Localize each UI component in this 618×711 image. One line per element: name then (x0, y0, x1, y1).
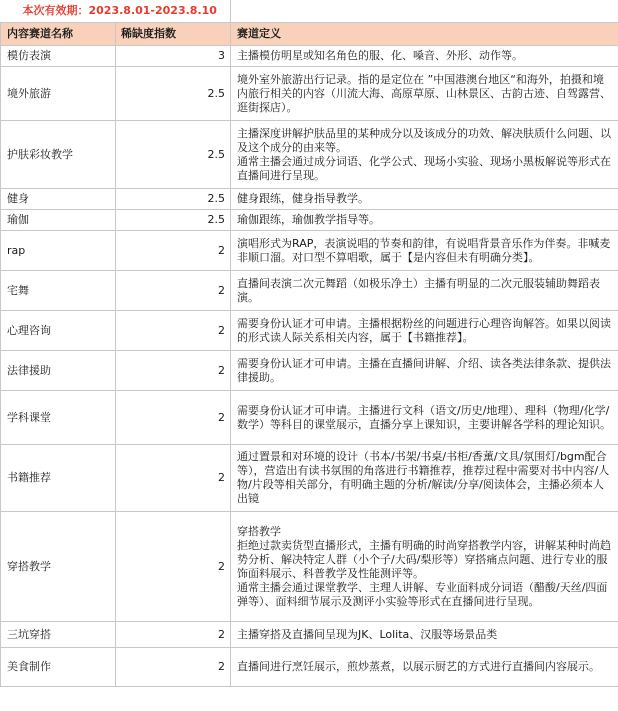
track-name-cell: 护肤彩妆教学 (1, 121, 116, 189)
table-row (1, 311, 618, 351)
track-definition-cell: 通过置景和对环境的设计（书本/书架/书桌/书柜/香薰/文具/氛围灯/bgm配合等），营造出有读书氛围的角落进行书籍推荐，推荐过程中需要对书中内容/人物/片段等相关部分，有明确主题的分析/解读/分享/阅读体会，主播必须本人出镜 (231, 445, 618, 512)
scarcity-index-cell: 2.5 (116, 121, 231, 189)
track-name-cell: 境外旅游 (1, 67, 116, 121)
table-row (1, 445, 618, 512)
track-definition-cell: 直播间表演二次元舞蹈（如极乐净土）主播有明显的二次元服装辅助舞蹈表演。 (231, 271, 618, 311)
track-definition-cell: 主播模仿明星或知名角色的服、化、嗓音、外形、动作等。 (231, 46, 618, 67)
table-row (1, 648, 618, 687)
scarcity-index-cell: 3 (116, 46, 231, 67)
track-name-cell: 心理咨询 (1, 311, 116, 351)
validity-text: 本次有效期：2023.8.01-2023.8.10 (1, 0, 231, 23)
track-name-cell: 宅舞 (1, 271, 116, 311)
table-row (1, 622, 618, 648)
scarcity-index-cell: 2 (116, 271, 231, 311)
table-row (1, 46, 618, 67)
scarcity-index-cell: 2 (116, 391, 231, 445)
scarcity-index-cell: 2 (116, 512, 231, 622)
track-name-cell: 三坑穿搭 (1, 622, 116, 648)
table-row (1, 391, 618, 445)
scarcity-index-cell: 2 (116, 231, 231, 271)
table-row (1, 351, 618, 391)
validity-row (1, 0, 618, 23)
track-definition-cell: 需要身份认证才可申请。主播根据粉丝的问题进行心理咨询解答。如果以阅读的形式读人际关系相关内容，属于【书籍推荐】。 (231, 311, 618, 351)
table-row (1, 189, 618, 210)
track-definition-cell: 需要身份认证才可申请。主播进行文科（语文/历史/地理）、理科（物理/化学/数学）等科目的课堂展示，直播分享上课知识，主要讲解各学科的理论知识。 (231, 391, 618, 445)
track-name-cell: 书籍推荐 (1, 445, 116, 512)
track-definition-cell: 穿搭教学 拒绝过款卖货型直播形式，主播有明确的时尚穿搭教学内容，讲解某种时尚趋势分析、解决特定人群（小个子/大码/梨形等）穿搭痛点问题、进行专业的服饰面料展示、科普教学及性能测评等。 通常主播会通过课堂教学、主理人讲解、专业面料成分词语（醋酸/天丝/四面弹等）、面料细节展示及测评小实验等形式在直播间进行呈现。 (231, 512, 618, 622)
table-row (1, 67, 618, 121)
header-track-name: 内容赛道名称 (1, 23, 116, 46)
scarcity-index-cell: 2.5 (116, 210, 231, 231)
scarcity-index-cell: 2 (116, 622, 231, 648)
track-definition-cell: 演唱形式为RAP，表演说唱的节奏和韵律，有说唱背景音乐作为伴奏。非喊麦非顺口溜。对口型不算唱歌，属于【是内容但未有明确分类】。 (231, 231, 618, 271)
track-definition-cell: 境外室外旅游出行记录。指的是定位在 ”中国港澳台地区“和海外，拍摄和境内旅行相关的内容（川流大海、高原草原、山林景区、古韵古迹、自驾露营、逛街探店）。 (231, 67, 618, 121)
scarcity-index-cell: 2.5 (116, 67, 231, 121)
scarcity-index-cell: 2 (116, 311, 231, 351)
track-definition-cell: 主播穿搭及直播间呈现为JK、Lolita、汉服等场景品类 (231, 622, 618, 648)
header-row (1, 23, 618, 46)
scarcity-index-cell: 2 (116, 351, 231, 391)
table-row (1, 512, 618, 622)
track-name-cell: 健身 (1, 189, 116, 210)
table-row (1, 121, 618, 189)
track-name-cell: 法律援助 (1, 351, 116, 391)
scarcity-index-cell: 2 (116, 445, 231, 512)
track-definition-cell: 主播深度讲解护肤品里的某种成分以及该成分的功效、解决肤质什么问题、以及这个成分的由来等。 通常主播会通过成分词语、化学公式、现场小实验、现场小黑板解说等形式在直播间进行呈现。 (231, 121, 618, 189)
track-name-cell: rap (1, 231, 116, 271)
track-definition-cell: 直播间进行烹饪展示，煎炒蒸煮，以展示厨艺的方式进行直播间内容展示。 (231, 648, 618, 687)
track-name-cell: 穿搭教学 (1, 512, 116, 622)
validity-empty-cell (231, 0, 618, 23)
table-row (1, 210, 618, 231)
table-row (1, 231, 618, 271)
track-name-cell: 学科课堂 (1, 391, 116, 445)
table-row (1, 271, 618, 311)
track-name-cell: 瑜伽 (1, 210, 116, 231)
scarcity-index-cell: 2 (116, 648, 231, 687)
header-track-definition: 赛道定义 (231, 23, 618, 46)
track-name-cell: 模仿表演 (1, 46, 116, 67)
track-name-cell: 美食制作 (1, 648, 116, 687)
table-body (1, 0, 618, 687)
track-definition-cell: 需要身份认证才可申请。主播在直播间讲解、介绍、读各类法律条款、提供法律援助。 (231, 351, 618, 391)
header-scarcity-index: 稀缺度指数 (116, 23, 231, 46)
track-definition-cell: 健身跟练，健身指导教学。 (231, 189, 618, 210)
track-definition-cell: 瑜伽跟练，瑜伽教学指导等。 (231, 210, 618, 231)
scarcity-index-cell: 2.5 (116, 189, 231, 210)
